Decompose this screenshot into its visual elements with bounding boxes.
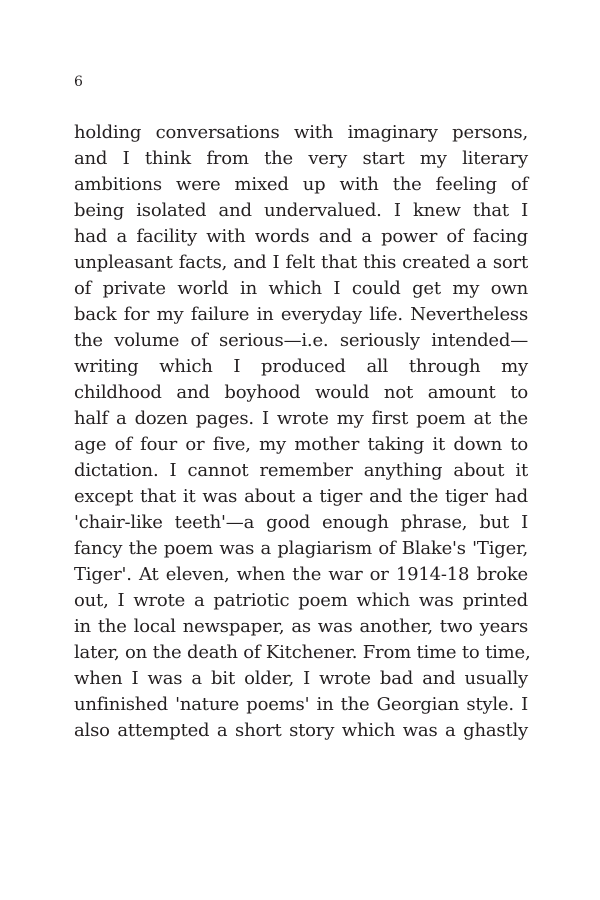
text-line: Tiger'. At eleven, when the war or 1914-18 broke: [74, 564, 528, 585]
text-line: also attempted a short story which was a ghastly: [74, 720, 528, 741]
page-number: 6: [74, 74, 83, 90]
text-line: of private world in which I could get my own: [74, 278, 528, 299]
text-line: childhood and boyhood would not amount to: [74, 382, 528, 403]
text-line: writing which I produced all through my: [74, 356, 528, 377]
text-line: holding conversations with imaginary persons,: [74, 122, 528, 143]
text-line: except that it was about a tiger and the tiger had: [74, 486, 528, 507]
text-line: the volume of serious—i.e. seriously intended—: [74, 330, 528, 351]
text-line: out, I wrote a patriotic poem which was printed: [74, 590, 528, 611]
text-line: half a dozen pages. I wrote my first poem at the: [74, 408, 528, 429]
text-line: later, on the death of Kitchener. From time to time,: [74, 642, 531, 663]
text-line: fancy the poem was a plagiarism of Blake's 'Tiger,: [74, 538, 528, 559]
text-line: and I think from the very start my literary: [74, 148, 528, 169]
text-line: 'chair-like teeth'—a good enough phrase, but I: [74, 512, 528, 533]
text-line: had a facility with words and a power of facing: [74, 226, 528, 247]
text-line: in the local newspaper, as was another, two years: [74, 616, 528, 637]
text-line: ambitions were mixed up with the feeling of: [74, 174, 528, 195]
text-line: age of four or five, my mother taking it down to: [74, 434, 528, 455]
text-line: being isolated and undervalued. I knew that I: [74, 200, 528, 221]
text-line: unpleasant facts, and I felt that this created a sort: [74, 252, 528, 273]
text-line: dictation. I cannot remember anything about it: [74, 460, 528, 481]
text-line: back for my failure in everyday life. Nevertheless: [74, 304, 528, 325]
body-text: [74, 120, 531, 744]
text-line: when I was a bit older, I wrote bad and usually: [74, 668, 528, 689]
text-line: unfinished 'nature poems' in the Georgian style. I: [74, 694, 528, 715]
